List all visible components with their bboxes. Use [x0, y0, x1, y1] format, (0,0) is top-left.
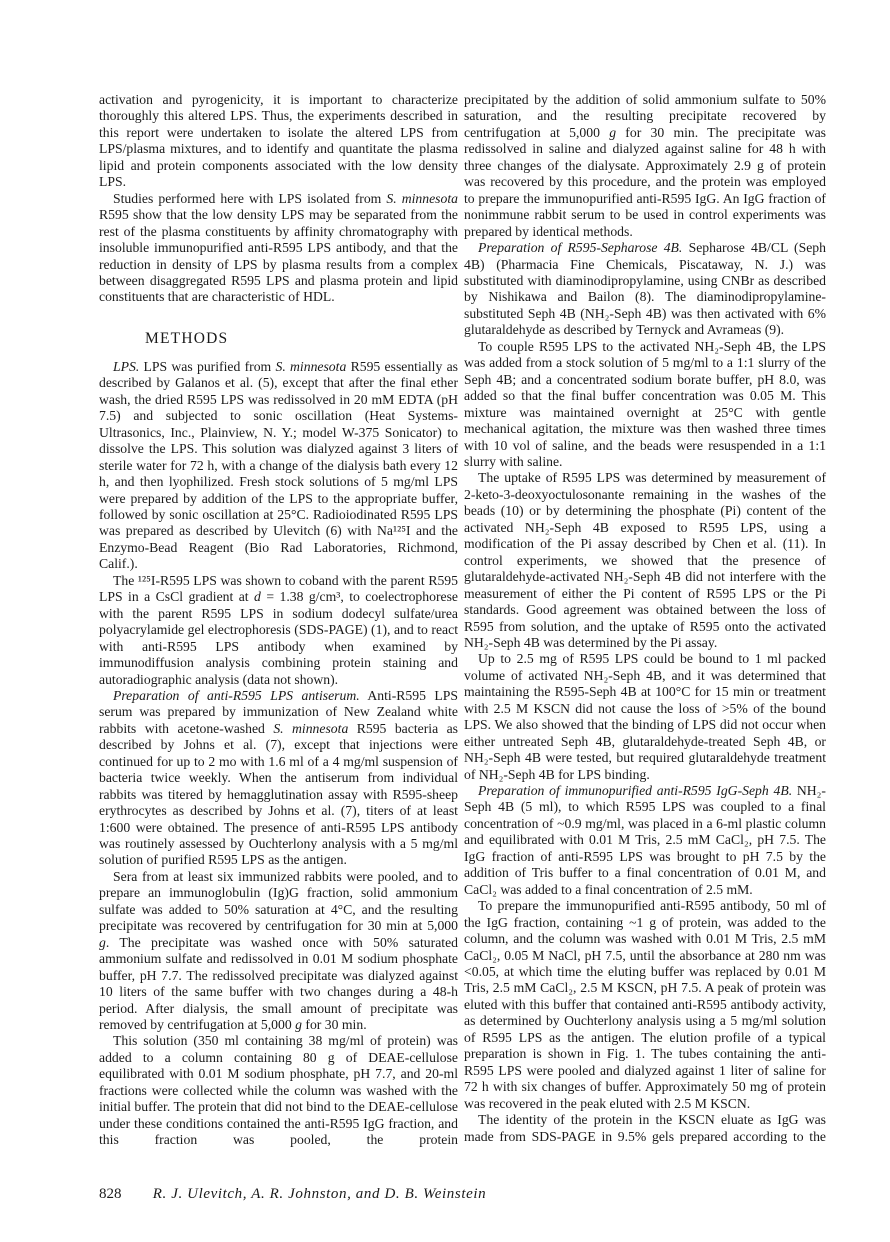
- left-column: [99, 92, 458, 1149]
- methods-paragraph: [464, 339, 826, 471]
- italic-text: S. minnesota: [273, 720, 349, 736]
- body-text: R595 essentially as described by Galanos et al. (5), except that after the final ether wash, the dried R595 LPS was redissolved in 20 mM EDTA (pH 7.5) and subjected to sonic oscillation (Heat Systems-Ultrasonics, Inc., Plainview, N. Y.; model W-375 Sonicator) to dissolve the LPS. This solution was dialyzed against 3 liters of sterile water for 72 h, with a change of the dialysis bath every 12 h, and then lyophilized. Fresh stock solutions of 5 mg/ml LPS were prepared by addition of the LPS to the appropriate buffer, followed by sonic oscillation at 25°C. Radioiodinated R595 LPS was prepared as described by Ulevitch (6) with Na¹²⁵I and the Enzymo-Bead Reagent (Bio Rad Laboratories, Richmond, Calif.).: [99, 358, 459, 572]
- body-text: Studies performed here with LPS isolated from: [113, 190, 387, 206]
- page-footer: [99, 1186, 486, 1203]
- body-text: . The precipitate was washed once with 50% saturated ammonium sulfate and redissolved in 0.01 M sodium phosphate buffer, pH 7.7. The redissolved precipitate was dialyzed against 10 liters of the same buffer with two changes during a 48-h period. After dialysis, the small amount of precipitate was removed by centrifugation at 5,000: [99, 934, 458, 1033]
- body-text: The ¹²⁵I-R595 LPS was shown to coband with the parent R595 LPS in a CsCl gradient at: [99, 572, 458, 605]
- body-text: Up to 2.5 mg of R595 LPS could be bound to 1 ml packed volume of activated NH₂-Seph 4B, and it was determined that maintaining the R595-Seph 4B at 100°C for 15 min or treatment with 2.5 M KSCN did not cause the loss of >5% of the bound LPS. We also showed that the binding of LPS did not occur when either untreated Seph 4B, glutaraldehyde-treated Seph 4B, or NH₂-Seph 4B were tested, but required glutaraldehyde treatment of NH₂-Seph 4B for LPS binding.: [464, 651, 826, 782]
- section-heading-methods: METHODS: [145, 329, 229, 347]
- body-text: Anti-R595 LPS serum was prepared by immunization of New Zealand white rabbits with acetone-washed: [99, 687, 458, 736]
- body-text: for 30 min. The precipitate was redissolved in saline and dialyzed against saline for 48 h with three changes of the dialysate. Approximately 2.9 g of protein was recovered by this procedure, and the protein was employed to prepare the immunopurified anti-R595 IgG. An IgG fraction of nonimmune rabbit serum to be used in control experiments was prepared by identical methods.: [464, 124, 826, 239]
- right-column: [464, 92, 826, 1145]
- methods-paragraph-antiserum: [99, 688, 458, 869]
- body-text: for 30 min.: [301, 1017, 367, 1033]
- methods-paragraph-lps: [99, 359, 458, 573]
- page-number: 828: [99, 1186, 122, 1202]
- methods-paragraph: [99, 573, 458, 688]
- body-text: LPS was purified from: [139, 358, 276, 374]
- methods-paragraph: [464, 92, 826, 240]
- methods-paragraph: [99, 869, 458, 1034]
- italic-text: Preparation of anti-R595 LPS antiserum.: [113, 687, 360, 703]
- intro-paragraph: [99, 191, 458, 306]
- italic-text: S. minnesota: [275, 358, 347, 374]
- body-text: To prepare the immunopurified anti-R595 antibody, 50 ml of the IgG fraction, containing ~1 g of protein, was added to the column, and the column was washed with 0.01 M Tris, 2.5 mM CaCl₂, 0.05 M NaCl, pH 7.5, until the absorbance at 280 nm was <0.05, at which time the eluting buffer was replaced by 0.01 M Tris, 2.5 mM CaCl₂, 2.5 M KSCN, pH 7.5. A peak of protein was eluted with this buffer that contained anti-R595 antibody activity, as determined by Ouchterlony analysis using a 5 mg/ml solution of R595 LPS as the antigen. The elution profile of a typical preparation is shown in Fig. 1. The tubes containing the anti-R595 LPS were pooled and dialyzed against 1 liter of saline for 72 h with six changes of buffer. Approximately 50 mg of protein was recovered in the peak eluted with 2.5 M KSCN.: [464, 898, 826, 1111]
- body-text: NH₂-Seph 4B (5 ml), to which R595 LPS was coupled to a final concentration of ~0.9 mg/ml, was placed in a 6-ml plastic column and equilibrated with 0.01 M Tris, 2.5 mM CaCl₂, pH 7.5. The IgG fraction of anti-R595 LPS was brought to pH 7.5 by the addition of Tris buffer to a final concentration of 0.01 M, and CaCl₂ was added to a final concentration of 2.5 mM.: [464, 783, 826, 897]
- body-text: R595 bacteria as described by Johns et al. (7), except that injections were continued for up to 2 mo with 1.6 ml of a 4 mg/ml suspension of bacteria twice weekly. When the antiserum from individual rabbits was titered by hemagglutination assay with R595-sheep erythrocytes as described by Johns et al. (7), titers of at least 1:600 were obtained. The presence of anti-R595 LPS antibody was routinely assessed by Ouchterlony analysis with a 5 mg/ml solution of purified R595 LPS as the antigen.: [99, 720, 458, 868]
- italic-text: g: [609, 124, 617, 140]
- methods-paragraph: [464, 1112, 826, 1145]
- body-text: Sepharose 4B/CL (Seph 4B) (Pharmacia Fine Chemicals, Piscataway, N. J.) was substituted with diaminodipropylamine, using CNBr as described by Nishikawa and Bailon (8). The diaminodipropylamine-substituted Seph 4B (NH₂-Seph 4B) was then activated with 6% glutaraldehyde as described by Ternyck and Avrameas (9).: [464, 240, 826, 338]
- body-text: activation and pyrogenicity, it is important to characterize thoroughly this altered LPS. Thus, the experiments described in this report were undertaken to isolate the altered LPS from LPS/plasma mixtures, and to identify and quantitate the plasma lipid and protein components associated with the low density LPS.: [99, 92, 458, 190]
- methods-paragraph-sepharose: [464, 240, 826, 339]
- body-text: = 1.38 g/cm³, to coelectrophorese with the parent R595 LPS in sodium dodecyl sulfate/urea polyacrylamide gel electrophoresis (SDS-PAGE) (1), and to react with anti-R595 LPS antibody when examined by immunodiffusion analysis combining protein staining and autoradiographic analysis (data not shown).: [99, 589, 459, 687]
- body-text: precipitated by the addition of solid ammonium sulfate to 50% saturation, and the resulting precipitate recovered by centrifugation at 5,000: [464, 92, 826, 140]
- italic-text: Preparation of immunopurified anti-R595 IgG-Seph 4B.: [478, 783, 793, 799]
- body-text: To couple R595 LPS to the activated NH₂-Seph 4B, the LPS was added from a stock solution of 5 mg/ml to a 1:1 slurry of the Seph 4B; and a concentrated sodium borate buffer, pH 8.0, was added so that the final buffer concentration was 0.05 M. This mixture was maintained overnight at 25°C with gentle mechanical agitation, the mixture was then washed three times with 10 vol of saline, and the beads were resuspended in a 1:1 slurry with saline.: [464, 338, 826, 469]
- methods-paragraph: [464, 651, 826, 783]
- body-text: R595 show that the low density LPS may be separated from the rest of the plasma constituents by affinity chromatography with insoluble immunopurified anti-R595 LPS antibody, and that the reduction in density of LPS by plasma results from a complex between disaggregated R595 LPS and plasma protein and lipid constituents that are characteristic of HDL.: [99, 207, 458, 305]
- methods-paragraph-immunopurified: [464, 783, 826, 898]
- intro-paragraph: [99, 92, 458, 191]
- italic-text: g: [99, 934, 106, 950]
- italic-text: S. minnesota: [386, 190, 458, 206]
- italic-text: LPS.: [113, 358, 140, 374]
- running-authors: R. J. Ulevitch, A. R. Johnston, and D. B. Weinstein: [152, 1186, 487, 1202]
- italic-text: g: [295, 1017, 302, 1033]
- italic-text: d: [254, 589, 261, 605]
- body-text: Sera from at least six immunized rabbits were pooled, and to prepare an immunoglobulin (Ig)G fraction, solid ammonium sulfate was added to 50% saturation at 4°C, and the resulting precipitate was recovered by centrifugation for 30 min at 5,000: [99, 868, 458, 934]
- body-text: This solution (350 ml containing 38 mg/ml of protein) was added to a column containing 80 g of DEAE-cellulose equilibrated with 0.01 M sodium phosphate, pH 7.7, and 20-ml fractions were collected while the column was washed with the initial buffer. The protein that did not bind to the DEAE-cellulose under these conditions contained the anti-R595 IgG fraction, and this fraction was pooled, the protein: [99, 1033, 458, 1148]
- methods-paragraph: [464, 470, 826, 651]
- body-text: The identity of the protein in the KSCN eluate as IgG was made from SDS-PAGE in 9.5% gels prepared according to the: [464, 1112, 826, 1144]
- methods-paragraph: [99, 1033, 458, 1148]
- methods-paragraph: [464, 898, 826, 1112]
- body-text: The uptake of R595 LPS was determined by measurement of 2-keto-3-deoxyoctulosonante remaining in the washes of the beads (10) or by determining the phosphate (Pi) content of the activated NH₂-Seph 4B exposed to R595 LPS, using a modification of the Pi assay described by Chen et al. (11). In control experiments, we showed that the presence of glutaraldehyde-activated NH₂-Seph 4B did not interfere with the measurement of either the Pi content of R595 LPS or the Pi standards. Good agreement was obtained between the loss of R595 from solution, and the uptake of R595 onto the activated NH₂-Seph 4B was determined by the Pi assay.: [464, 470, 826, 650]
- italic-text: Preparation of R595-Sepharose 4B.: [478, 240, 683, 256]
